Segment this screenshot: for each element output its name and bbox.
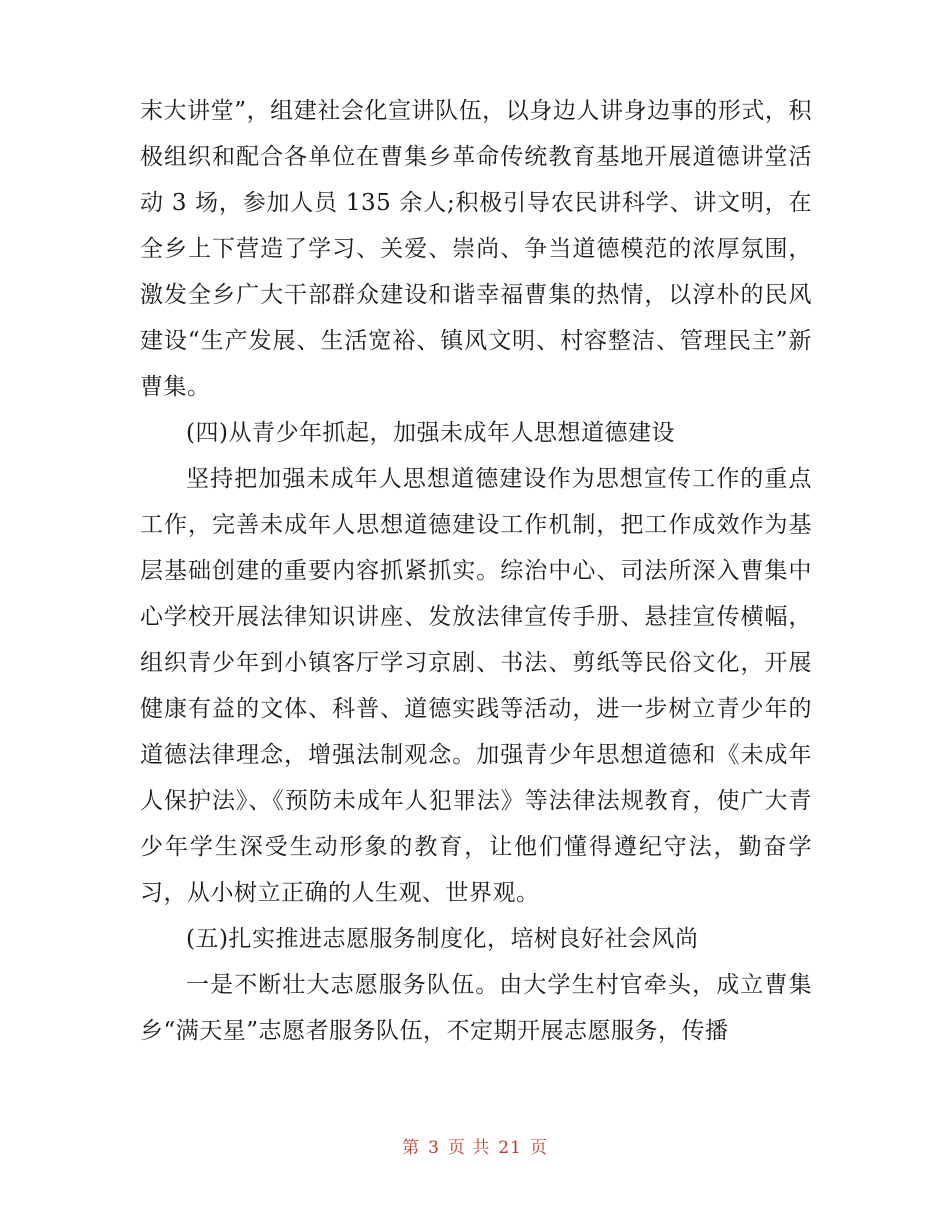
footer-mid: 页 共: [447, 1138, 491, 1158]
paragraph-minors-education: 坚持把加强未成年人思想道德建设作为思想宣传工作的重点工作，完善未成年人思想道德建设工作机制，把工作成效作为基层基础创建的重要内容抓紧抓实。综治中心、司法所深入曹集中心学校开展法律知识讲座、发放法律宣传手册、悬挂宣传横幅，组织青少年到小镇客厅学习京剧、书法、剪纸等民俗文化，开展健康有益的文体、科普、道德实践等活动，进一步树立青少年的道德法律理念，增强法制观念。加强青少年思想道德和《未成年人保护法》、《预防未成年人犯罪法》等法律法规教育，使广大青少年学生深受生动形象的教育，让他们懂得遵纪守法，勤奋学习，从小树立正确的人生观、世界观。: [140, 466, 812, 906]
section-heading-4: (四)从青少年抓起，加强未成年人思想道德建设: [186, 420, 675, 446]
paragraph-continuation: 末大讲堂”，组建社会化宣讲队伍，以身边人讲身边事的形式，积极组织和配合各单位在曹集乡革命传统教育基地开展道德讲堂活动 3 场，参加人员 135 余人;积极引导农民讲科学、讲文明，在全乡上下营造了学习、关爱、崇尚、争当道德模范的浓厚氛围，激发全乡广大干部群众建设和谐幸福曹集的热情，以淳朴的民风建设“生产发展、生活宽裕、镇风文明、村容整洁、管理民主”新曹集。: [140, 98, 812, 400]
document-body: [140, 88, 812, 1054]
footer-suffix: 页: [529, 1138, 548, 1158]
page-footer: [0, 1133, 950, 1158]
footer-current-page: 3: [428, 1138, 440, 1158]
section-heading-5: (五)扎实推进志愿服务制度化，培树良好社会风尚: [186, 926, 699, 952]
footer-prefix: 第: [402, 1138, 421, 1158]
paragraph-volunteer-team: 一是不断壮大志愿服务队伍。由大学生村官牵头，成立曹集乡“满天星”志愿者服务队伍，不定期开展志愿服务，传播: [140, 972, 812, 1044]
footer-total-pages: 21: [498, 1138, 522, 1158]
